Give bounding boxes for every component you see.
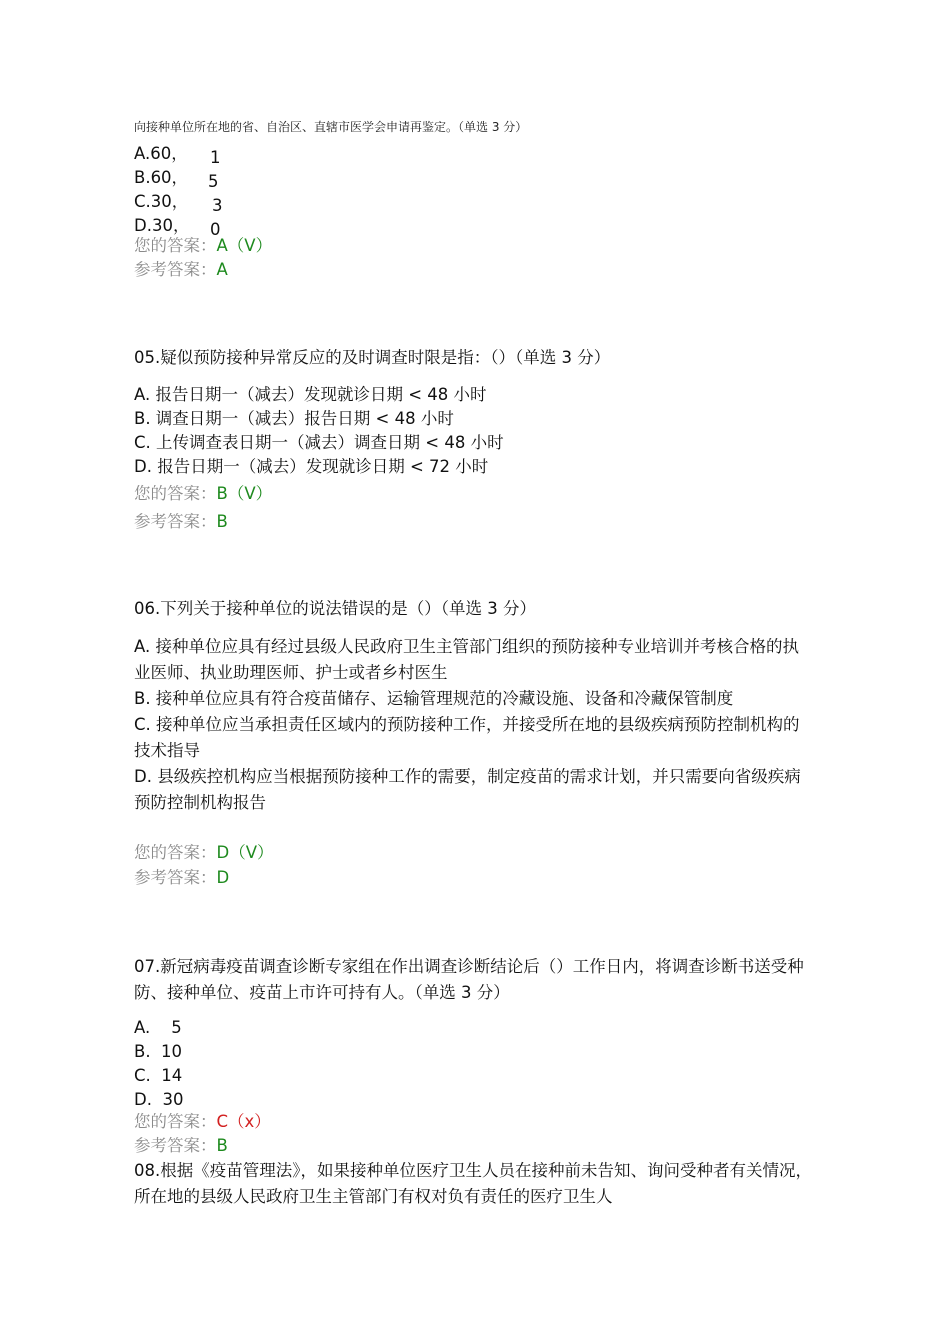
q07-option-a: A. 5 bbox=[134, 1018, 182, 1037]
q06-option-b: B. 接种单位应具有符合疫苗储存、运输管理规范的冷藏设施、设备和冷藏保管制度 bbox=[134, 689, 734, 708]
q06-ref-answer: 参考答案：D bbox=[134, 868, 230, 887]
q04-question-tail: 向接种单位所在地的省、自治区、直辖市医学会申请再鉴定。（单选 3 分） bbox=[134, 120, 528, 134]
q07-question: 07.新冠病毒疫苗调查诊断专家组在作出调查诊断结论后（）工作日内，将调查诊断书送受种防、接种单位、疫苗上市许可持有人。（单选 3 分） bbox=[134, 957, 804, 1002]
q05-option-d: D. 报告日期一（减去）发现就诊日期 < 72 小时 bbox=[134, 457, 489, 476]
q06-question: 06.下列关于接种单位的说法错误的是（）（单选 3 分） bbox=[134, 599, 536, 618]
q07-your-answer: 您的答案：C（x） bbox=[134, 1112, 271, 1131]
q04-option-c: C.30， 3 bbox=[134, 192, 223, 215]
q07-ref-answer: 参考答案：B bbox=[134, 1136, 228, 1155]
q04-option-b: B.60， 5 bbox=[134, 168, 219, 191]
q07-option-b: B. 10 bbox=[134, 1042, 183, 1061]
q04-ref-answer: 参考答案：A bbox=[134, 260, 228, 279]
q04-options bbox=[134, 142, 434, 238]
q06-option-a: A. 接种单位应具有经过县级人民政府卫生主管部门组织的预防接种专业培训并考核合格的执业医师、执业助理医师、护士或者乡村医生 bbox=[134, 637, 799, 682]
q06-your-answer: 您的答案：D（V） bbox=[134, 843, 274, 862]
q05-options bbox=[134, 383, 504, 479]
q06-option-c: C. 接种单位应当承担责任区域内的预防接种工作，并接受所在地的县级疾病预防控制机构的技术指导 bbox=[134, 715, 800, 760]
q08-question: 08.根据《疫苗管理法》，如果接种单位医疗卫生人员在接种前未告知、询问受种者有关情况，所在地的县级人民政府卫生主管部门有权对负有责任的医疗卫生人 bbox=[134, 1161, 812, 1206]
q05-question: 05.疑似预防接种异常反应的及时调查时限是指：（）（单选 3 分） bbox=[134, 348, 611, 367]
q05-ref-answer: 参考答案：B bbox=[134, 512, 228, 531]
q05-option-c: C. 上传调查表日期一（减去）调查日期 < 48 小时 bbox=[134, 433, 504, 452]
q05-option-a: A. 报告日期一（减去）发现就诊日期 < 48 小时 bbox=[134, 385, 487, 404]
q07-options bbox=[134, 1016, 183, 1112]
q06-option-d: D. 县级疾控机构应当根据预防接种工作的需要，制定疫苗的需求计划，并只需要向省级疾病预防控制机构报告 bbox=[134, 767, 801, 812]
q07-option-d: D. 30 bbox=[134, 1090, 184, 1109]
q05-your-answer: 您的答案：B（V） bbox=[134, 484, 273, 503]
q04-your-answer: 您的答案：A（V） bbox=[134, 236, 273, 255]
q07-option-c: C. 14 bbox=[134, 1066, 183, 1085]
q04-option-d: D.30， 0 bbox=[134, 216, 221, 239]
q06-options bbox=[134, 634, 814, 816]
q05-option-b: B. 调查日期一（减去）报告日期 < 48 小时 bbox=[134, 409, 454, 428]
q04-option-a: A.60， 1 bbox=[134, 144, 221, 167]
